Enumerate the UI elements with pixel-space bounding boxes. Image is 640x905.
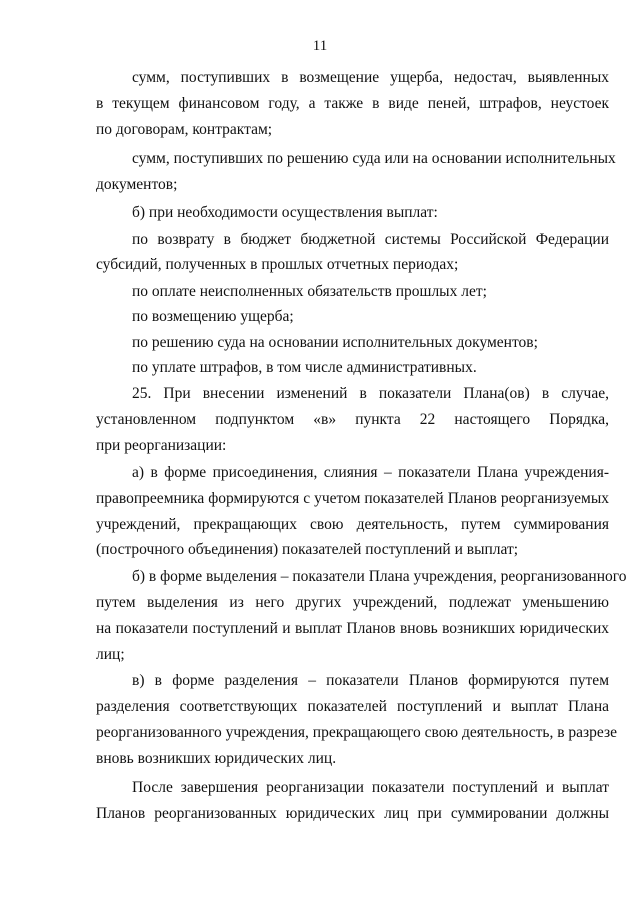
- text-line: После завершения реорганизации показатели поступлений и выплат: [132, 779, 609, 796]
- text-line: документов;: [96, 176, 178, 193]
- text-line: разделения соответствующих показателей поступлений и выплат Плана: [96, 698, 609, 715]
- text-line: путем выделения из него других учреждений, подлежат уменьшению: [96, 594, 609, 611]
- text-line: на показатели поступлений и выплат Планов вновь возникших юридических: [96, 620, 609, 637]
- text-line: сумм, поступивших по решению суда или на основании исполнительных: [132, 150, 616, 167]
- page-number: 11: [312, 38, 328, 54]
- text-line: в текущем финансовом году, а также в виде пеней, штрафов, неустоек: [96, 95, 609, 112]
- text-line: лиц;: [96, 646, 125, 663]
- text-line: по договорам, контрактам;: [96, 121, 273, 138]
- text-line: Планов реорганизованных юридических лиц при суммировании должны: [96, 805, 609, 822]
- text-line: вновь возникших юридических лиц.: [96, 750, 337, 767]
- text-line: по возврату в бюджет бюджетной системы Российской Федерации: [132, 231, 609, 248]
- text-line: правопреемника формируются с учетом показателей Планов реорганизуемых: [96, 490, 609, 507]
- text-line: при реорганизации:: [96, 437, 227, 454]
- text-line: по уплате штрафов, в том числе административных.: [132, 359, 477, 376]
- text-line: в) в форме разделения – показатели Планов формируются путем: [132, 672, 609, 689]
- text-line: 25. При внесении изменений в показатели Плана(ов) в случае,: [132, 385, 609, 402]
- text-line: по возмещению ущерба;: [132, 308, 294, 325]
- text-line: б) при необходимости осуществления выплат:: [132, 204, 438, 221]
- text-line: по решению суда на основании исполнительных документов;: [132, 334, 538, 351]
- text-line: а) в форме присоединения, слияния – показатели Плана учреждения-: [132, 464, 609, 481]
- text-line: (построчного объединения) показателей поступлений и выплат;: [96, 541, 519, 558]
- text-line: установленном подпунктом «в» пункта 22 настоящего Порядка,: [96, 411, 609, 428]
- text-line: субсидий, полученных в прошлых отчетных периодах;: [96, 256, 459, 273]
- text-line: по оплате неисполненных обязательств прошлых лет;: [132, 283, 487, 300]
- text-line: реорганизованного учреждения, прекращающего свою деятельность, в разрезе: [96, 724, 617, 741]
- text-line: учреждений, прекращающих свою деятельность, путем суммирования: [96, 516, 609, 533]
- text-line: сумм, поступивших в возмещение ущерба, недостач, выявленных: [132, 69, 609, 86]
- text-line: б) в форме выделения – показатели Плана учреждения, реорганизованного: [132, 568, 627, 585]
